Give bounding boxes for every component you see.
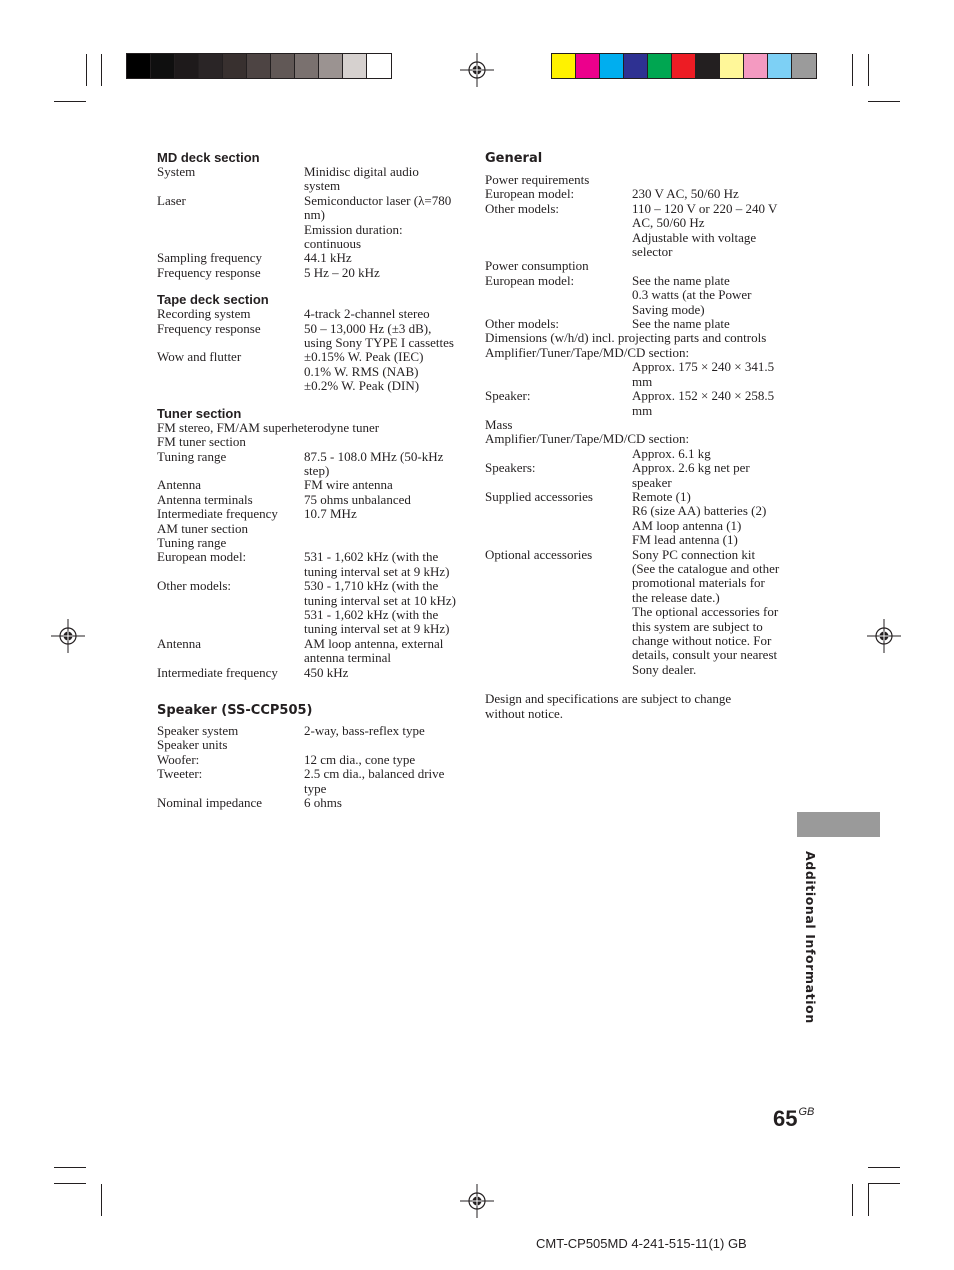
spec-value: Emission duration: continuous: [304, 221, 403, 252]
spec-value: R6 (size AA) batteries (2): [632, 503, 767, 519]
grayscale-swatch: [127, 54, 151, 78]
spec-label: Antenna: [157, 635, 202, 651]
spec-value: 530 - 1,710 kHz (with the tuning interval set at 10 kHz): [304, 578, 456, 608]
tape-spec-list: [157, 307, 457, 393]
process-color-swatch: [720, 54, 744, 78]
dimensions-sublabel: Amplifier/Tuner/Tape/MD/CD section:: [485, 344, 690, 360]
spec-value: 531 - 1,602 kHz (with the tuning interval set at 9 kHz): [304, 606, 450, 637]
grayscale-swatch: [175, 54, 199, 78]
spec-row: [485, 519, 780, 533]
spec-row: [157, 307, 457, 321]
spec-row: [157, 450, 457, 479]
spec-row: [485, 202, 780, 231]
crop-mark-br-h: [868, 1167, 900, 1168]
spec-row: [485, 389, 780, 418]
process-color-swatch: [552, 54, 576, 78]
tape-section-heading: Tape deck section: [157, 292, 269, 308]
spec-row: [157, 266, 457, 280]
grayscale-swatch: [247, 54, 271, 78]
crop-mark-tl-v: [101, 54, 102, 86]
spec-label: [157, 365, 304, 379]
mass-list: [485, 447, 780, 678]
spec-value: Adjustable with voltage selector: [632, 229, 757, 260]
spec-value: Sony PC connection kit (See the catalogue and other promotional materials for the release date.): [632, 546, 780, 605]
spec-label: Other models:: [485, 200, 560, 216]
spec-label: Wow and flutter: [157, 349, 242, 365]
spec-value: Remote (1): [632, 488, 691, 504]
am-tuning-range-label: Tuning range: [157, 534, 227, 550]
spec-value: 0.1% W. RMS (NAB): [304, 363, 419, 379]
mass-label: Mass: [485, 416, 513, 432]
spec-row: [485, 548, 780, 606]
dimensions-list: [485, 360, 780, 418]
process-color-swatch: [648, 54, 672, 78]
spec-label: Speakers:: [485, 460, 536, 476]
spec-value: 44.1 kHz: [304, 250, 352, 266]
general-section-heading: General: [485, 151, 543, 166]
spec-value: Approx. 2.6 kg net per speaker: [632, 460, 750, 490]
registration-mark-left-icon: [51, 619, 85, 653]
spec-label: Frequency response: [157, 320, 261, 336]
spec-row: [485, 447, 780, 461]
spec-value: 0.3 watts (at the Power Saving mode): [632, 287, 752, 317]
spec-value: 450 kHz: [304, 664, 349, 680]
crop-mark-br-v: [852, 1184, 853, 1216]
spec-row: [485, 360, 780, 389]
spec-label: Laser: [157, 192, 186, 208]
registration-mark-top-icon: [460, 53, 494, 87]
spec-row: [157, 579, 457, 608]
spec-row: [485, 231, 780, 260]
power-cons-list: [485, 274, 780, 332]
speaker-spec-list: [157, 724, 457, 810]
spec-row: [157, 767, 457, 796]
spec-label: [485, 231, 632, 260]
section-tab-marker: [797, 812, 880, 837]
grayscale-color-bar: [126, 53, 392, 79]
additional-information-side-label: Additional Information: [803, 851, 818, 1024]
spec-value: AM loop antenna (1): [632, 517, 742, 533]
spec-label: Intermediate frequency: [157, 664, 278, 680]
spec-value: 5 Hz – 20 kHz: [304, 264, 380, 280]
process-color-swatch: [576, 54, 600, 78]
spec-row: [157, 365, 457, 379]
spec-label: [157, 608, 304, 637]
crop-mark-tl-v2: [86, 54, 87, 86]
spec-value: FM wire antenna: [304, 477, 393, 493]
power-req-list: [485, 187, 780, 259]
spec-row: [157, 796, 457, 810]
spec-label: [485, 519, 632, 533]
process-color-swatch: [696, 54, 720, 78]
grayscale-swatch: [295, 54, 319, 78]
tuner-section-heading: Tuner section: [157, 405, 242, 421]
spec-label: System: [157, 164, 196, 179]
spec-row: [157, 194, 457, 223]
spec-label: [485, 605, 632, 677]
spec-label: [485, 288, 632, 317]
spec-row: [157, 608, 457, 637]
power-consumption-label: Power consumption: [485, 258, 589, 274]
crop-mark-tl-h: [54, 101, 86, 102]
dimensions-label: Dimensions (w/h/d) incl. projecting parts and controls: [485, 330, 767, 346]
mass-sublabel: Amplifier/Tuner/Tape/MD/CD section:: [485, 431, 690, 447]
grayscale-swatch: [367, 54, 391, 78]
spec-value: ±0.15% W. Peak (IEC): [304, 349, 424, 365]
spec-label: Speaker system: [157, 723, 239, 738]
spec-row: [157, 738, 457, 752]
spec-row: [157, 350, 457, 364]
spec-row: [485, 187, 780, 201]
spec-label: Speaker units: [157, 737, 228, 753]
spec-row: [157, 637, 457, 666]
spec-row: [157, 478, 457, 492]
registration-mark-bottom-icon: [460, 1184, 494, 1218]
md-spec-list: [157, 165, 457, 280]
spec-value: ±0.2% W. Peak (DIN): [304, 378, 420, 394]
grayscale-swatch: [151, 54, 175, 78]
spec-label: Speaker:: [485, 388, 531, 404]
process-color-bar: [551, 53, 817, 79]
tuner-intro: FM stereo, FM/AM superheterodyne tuner: [157, 419, 380, 435]
specifications-note: Design and specifications are subject to change without notice.: [485, 691, 732, 721]
spec-label: [485, 360, 632, 389]
fm-tuner-subheading: FM tuner section: [157, 434, 246, 450]
crop-mark-br-v2: [868, 1184, 869, 1216]
spec-label: Nominal impedance: [157, 795, 263, 811]
spec-value: AM loop antenna, external antenna terminal: [304, 635, 444, 666]
spec-label: Recording system: [157, 306, 251, 322]
spec-row: [485, 288, 780, 317]
spec-value: The optional accessories for this system are subject to change without notice. For details, consult your nearest Sony dealer.: [632, 604, 779, 677]
process-color-swatch: [672, 54, 696, 78]
process-color-swatch: [768, 54, 792, 78]
spec-row: [157, 322, 457, 351]
grayscale-swatch: [343, 54, 367, 78]
spec-value: Minidisc digital audio system: [304, 164, 419, 194]
spec-label: European model:: [157, 549, 247, 565]
spec-row: [157, 753, 457, 767]
spec-row: [485, 461, 780, 490]
spec-row: [485, 504, 780, 518]
spec-label: [485, 533, 632, 547]
am-tuner-subheading: AM tuner section: [157, 520, 248, 536]
spec-label: [157, 379, 304, 393]
spec-label: Supplied accessories: [485, 488, 593, 504]
crop-mark-bl-h: [54, 1167, 86, 1168]
crop-mark-tr-v: [852, 54, 853, 86]
crop-mark-tr-h: [868, 101, 900, 102]
crop-mark-bl-h2: [54, 1183, 86, 1184]
spec-label: [157, 223, 304, 252]
left-column: [157, 150, 457, 810]
spec-label: Antenna: [157, 477, 202, 493]
grayscale-swatch: [199, 54, 223, 78]
model-code-footer: CMT-CP505MD 4-241-515-11(1) GB: [536, 1236, 747, 1251]
spec-label: Other models:: [157, 578, 232, 594]
spec-value: Approx. 152 × 240 × 258.5 mm: [632, 388, 775, 418]
fm-spec-list: [157, 450, 457, 522]
process-color-swatch: [624, 54, 648, 78]
spec-value: 75 ohms unbalanced: [304, 491, 411, 507]
spec-row: [485, 533, 780, 547]
crop-mark-bl-v: [101, 1184, 102, 1216]
spec-row: [157, 507, 457, 521]
spec-value: 110 – 120 V or 220 – 240 V AC, 50/60 Hz: [632, 200, 778, 231]
spec-row: [157, 223, 457, 252]
spec-value: 4-track 2-channel stereo: [304, 306, 430, 322]
page-number-suffix: GB: [798, 1106, 815, 1118]
spec-label: Antenna terminals: [157, 491, 253, 507]
grayscale-swatch: [319, 54, 343, 78]
grayscale-swatch: [271, 54, 295, 78]
spec-value: Semiconductor laser (λ=780 nm): [304, 192, 452, 223]
process-color-swatch: [744, 54, 768, 78]
spec-row: [485, 317, 780, 331]
spec-label: [485, 504, 632, 518]
spec-label: Tuning range: [157, 448, 227, 464]
spec-row: [157, 251, 457, 265]
spec-value: FM lead antenna (1): [632, 532, 738, 548]
process-color-swatch: [792, 54, 816, 78]
spec-label: Woofer:: [157, 751, 200, 767]
spec-row: [157, 493, 457, 507]
spec-label: Sampling frequency: [157, 250, 263, 266]
spec-label: Frequency response: [157, 264, 261, 280]
spec-label: [485, 447, 632, 461]
page-number: [773, 1106, 814, 1132]
spec-value: [304, 738, 457, 752]
spec-row: [157, 724, 457, 738]
spec-label: European model:: [485, 186, 575, 202]
spec-label: Tweeter:: [157, 766, 203, 782]
spec-value: 230 V AC, 50/60 Hz: [632, 186, 739, 202]
spec-row: [157, 666, 457, 680]
spec-value: 50 – 13,000 Hz (±3 dB), using Sony TYPE I cassettes: [304, 320, 454, 351]
spec-value: 6 ohms: [304, 795, 342, 811]
spec-row: [485, 605, 780, 677]
spec-label: Optional accessories: [485, 546, 593, 562]
spec-row: [157, 379, 457, 393]
spec-row: [485, 490, 780, 504]
spec-row: [485, 274, 780, 288]
spec-row: [157, 165, 457, 194]
spec-label: Intermediate frequency: [157, 506, 278, 522]
spec-value: Approx. 175 × 240 × 341.5 mm: [632, 359, 775, 389]
page-number-value: 65: [773, 1106, 798, 1131]
spec-value: 87.5 - 108.0 MHz (50-kHz step): [304, 448, 444, 478]
crop-mark-tr-v2: [868, 54, 869, 86]
spec-value: 531 - 1,602 kHz (with the tuning interval set at 9 kHz): [304, 549, 450, 579]
registration-mark-right-icon: [867, 619, 901, 653]
process-color-swatch: [600, 54, 624, 78]
power-requirements-label: Power requirements: [485, 172, 590, 187]
spec-label: Other models:: [485, 316, 560, 332]
spec-value: 2-way, bass-reflex type: [304, 723, 425, 738]
am-spec-list: [157, 550, 457, 680]
spec-value: 2.5 cm dia., balanced drive type: [304, 766, 445, 796]
spec-value: 10.7 MHz: [304, 506, 357, 522]
speaker-section-heading: Speaker (SS-CCP505): [157, 703, 313, 718]
crop-mark-br-h2: [868, 1183, 900, 1184]
spec-value: Approx. 6.1 kg: [632, 445, 711, 461]
md-section-heading: MD deck section: [157, 150, 260, 165]
spec-value: See the name plate: [632, 316, 730, 332]
spec-value: 12 cm dia., cone type: [304, 751, 416, 767]
spec-value: See the name plate: [632, 272, 730, 288]
spec-row: [157, 550, 457, 579]
grayscale-swatch: [223, 54, 247, 78]
right-column: [485, 151, 780, 721]
spec-label: European model:: [485, 272, 575, 288]
